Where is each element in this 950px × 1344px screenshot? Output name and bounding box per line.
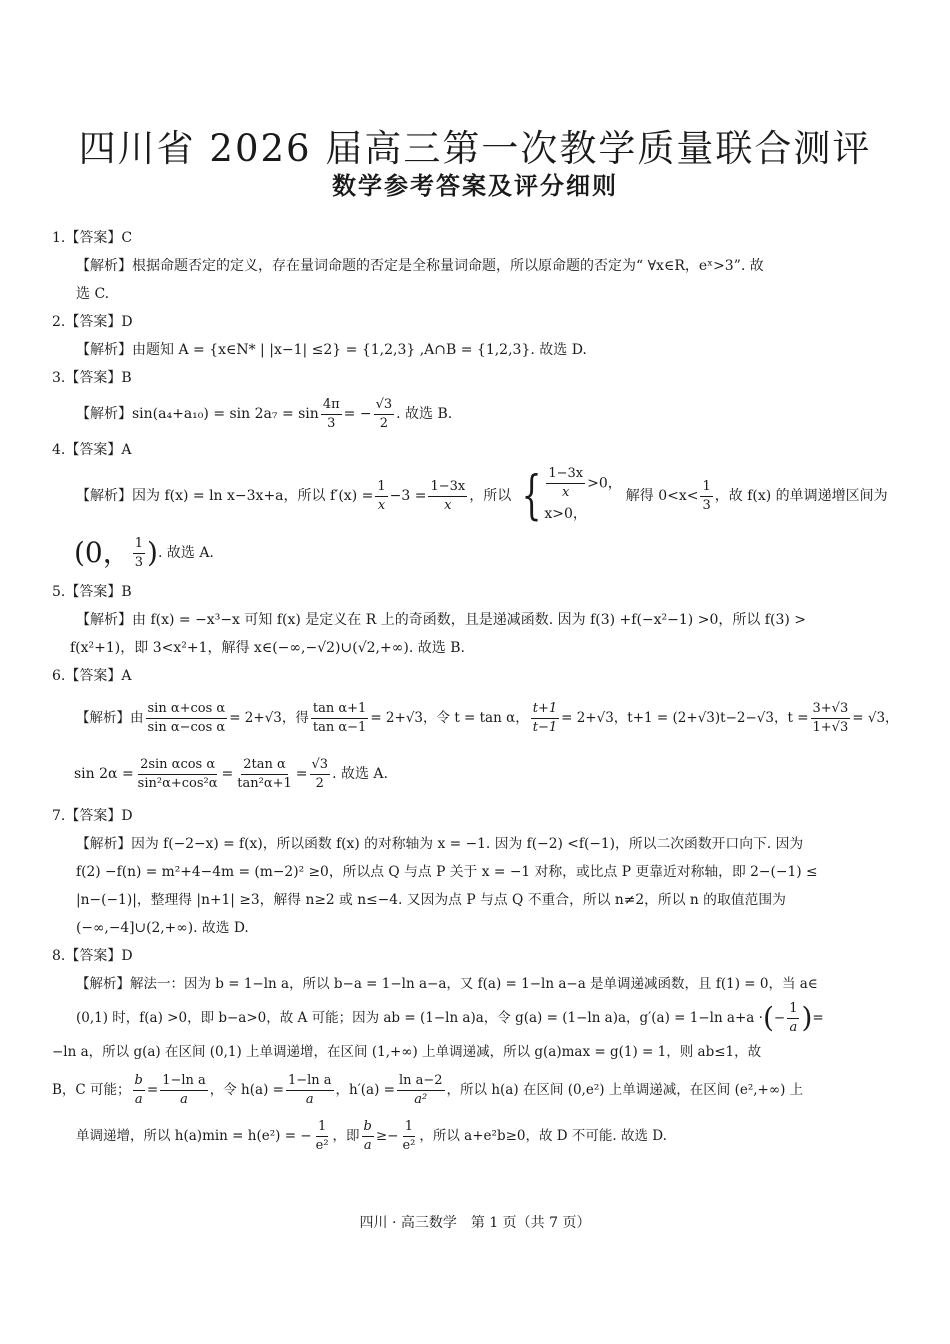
q8-den-4: a <box>305 1091 314 1107</box>
q4-text-b: −3 = <box>389 488 427 504</box>
q4-den-3: 3 <box>702 497 711 513</box>
q8-den-3: a <box>180 1091 188 1107</box>
q8-fraction-2 <box>133 1073 145 1108</box>
question-2 <box>52 308 907 364</box>
q8-line-4-text-e: ，h′(a) = <box>335 1082 395 1098</box>
q6-text-c: = 2+√3，令 t = tan α， <box>370 710 529 726</box>
q8-num-2: b <box>133 1073 145 1091</box>
q7-analysis <box>52 830 907 942</box>
q8-den-2: a <box>134 1091 143 1107</box>
q4-system-num: 1−3x <box>546 466 585 484</box>
q5-analysis <box>52 606 907 662</box>
q8-line-2 <box>76 998 907 1038</box>
answers-content <box>52 224 907 1160</box>
q8-line-2-text: (0,1) 时，f(a) >0，即 b−a>0，故 A 可能；因为 ab = (1−ln a)a，令 g(a) = (1−ln a)a，g′(a) = 1−ln a+a · <box>76 1010 763 1026</box>
q8-line-5-text-c: ≥− <box>375 1128 399 1144</box>
q4-num-3: 1 <box>700 479 712 497</box>
q8-line-5 <box>76 1112 907 1160</box>
q6-fraction-5 <box>136 757 220 792</box>
q5-line-2: f(x²+1)，即 3<x²+1，解得 x∈(−∞,−√2)∪(√2,+∞). 故选 B. <box>70 640 465 656</box>
q3-num-2: √3 <box>374 397 395 415</box>
q6-text-e: = 2+√3，t+1 = (2+√3)t−2−√3，t = <box>561 710 809 726</box>
q4-num-4: 1 <box>133 536 145 554</box>
q8-fraction-1 <box>787 1001 799 1036</box>
question-8 <box>52 942 907 1160</box>
q4-interval-close: ) <box>147 536 158 569</box>
q4-system-den: x <box>562 484 570 500</box>
q8-den-6: e² <box>315 1137 329 1153</box>
q2-analysis <box>52 336 907 364</box>
q3-fraction-1 <box>321 397 342 432</box>
q4-system-fraction <box>546 466 585 501</box>
q8-paren-open: ( <box>762 1001 774 1034</box>
q8-line-2-eq: = <box>812 1010 824 1026</box>
q3-den-2: 2 <box>379 415 388 431</box>
question-5 <box>52 578 907 662</box>
q6-num-3: t+1 <box>531 701 559 719</box>
q7-answer: 7.【答案】D <box>52 808 133 824</box>
q4-answer: 4.【答案】A <box>52 442 132 458</box>
q6-den-3: t−1 <box>532 719 558 735</box>
q4-text-a: 【解析】因为 f(x) = ln x−3x+a，所以 f′(x) = <box>76 488 374 504</box>
q6-fraction-3 <box>531 701 559 736</box>
q6-den-6: tan²α+1 <box>237 775 292 791</box>
q6-text-h: = <box>221 766 234 782</box>
q7-line-4: (−∞,−4]∪(2,+∞). 故选 D. <box>76 920 249 936</box>
q8-line-4 <box>52 1068 907 1112</box>
q6-num-2: tan α+1 <box>311 701 368 719</box>
q1-analysis <box>52 252 907 308</box>
q8-num-8: 1 <box>403 1119 415 1137</box>
q4-den-4: 3 <box>134 554 144 570</box>
q8-paren-close: ) <box>801 1001 813 1034</box>
q6-fraction-4 <box>811 701 851 736</box>
q3-num-1: 4π <box>321 397 342 415</box>
q6-fraction-1 <box>146 701 228 736</box>
q4-analysis-line-2 <box>52 528 907 578</box>
q6-num-6: 2tan α <box>241 757 288 775</box>
q8-line-4-text-c: ，令 h(a) = <box>209 1082 284 1098</box>
q8-line-5-text-a: 单调递增，所以 h(a)min = h(e²) = − <box>76 1128 312 1144</box>
q6-text-k: = <box>295 766 308 782</box>
q5-answer: 5.【答案】B <box>52 584 132 600</box>
q8-line-4-text-f: ，所以 h(a) 在区间 (0,e²) 上单调递减，在区间 (e²,+∞) 上 <box>446 1082 804 1098</box>
q3-text-a: 【解析】sin(a₄+a₁₀) = sin 2a₇ = sin <box>76 406 319 422</box>
q8-fraction-8 <box>400 1119 417 1154</box>
q4-text-f: ，故 f(x) 的单调递增区间为 <box>714 488 888 504</box>
q4-text-e: 解得 0<x< <box>625 488 699 504</box>
q8-fraction-5 <box>397 1073 445 1108</box>
q1-line-2: 选 C. <box>76 286 110 302</box>
q8-line-4-text-a: B，C 可能； <box>52 1082 131 1098</box>
q6-den-7: 2 <box>315 775 324 791</box>
q8-answer: 8.【答案】D <box>52 948 133 964</box>
question-7 <box>52 802 907 942</box>
question-3 <box>52 364 907 436</box>
q5-line-1: 【解析】由 f(x) = −x³−x 可知 f(x) 是定义在 R 上的奇函数，且是递减函数. 因为 f(3) +f(−x²−1) >0，所以 f(3) > <box>76 612 806 628</box>
q8-den-1: a <box>789 1019 798 1035</box>
q4-text-c: ，所以 <box>469 488 512 504</box>
q6-fraction-2 <box>311 701 368 736</box>
q2-answer: 2.【答案】D <box>52 314 133 330</box>
q4-system-row-1 <box>544 466 621 501</box>
q8-den-5: a² <box>414 1091 428 1107</box>
q6-text-a: 【解析】由 <box>76 710 144 726</box>
q6-fraction-6 <box>235 757 294 792</box>
q6-den-4: 1+√3 <box>812 719 849 735</box>
q4-num-2: 1−3x <box>428 479 467 497</box>
q4-interval-open: (0， <box>74 536 131 569</box>
q3-den-1: 3 <box>327 415 336 431</box>
q4-den-2: x <box>444 497 452 513</box>
q6-num-7: √3 <box>310 757 331 775</box>
q6-den-5: sin²α+cos²α <box>137 775 218 791</box>
q8-num-3: 1−ln a <box>160 1073 208 1091</box>
question-1 <box>52 224 907 308</box>
q8-num-5: ln a−2 <box>397 1073 445 1091</box>
q3-text-b: = − <box>343 406 372 422</box>
q6-analysis-line-1 <box>52 690 907 746</box>
q6-num-4: 3+√3 <box>811 701 851 719</box>
q4-text-h: . 故选 A. <box>157 545 214 561</box>
q4-fraction-4 <box>133 536 145 571</box>
q6-den-1: sin α−cos α <box>147 719 226 735</box>
q6-den-2: tan α−1 <box>312 719 367 735</box>
q6-text-g: sin 2α = <box>74 766 134 782</box>
question-4 <box>52 436 907 578</box>
q4-den-1: x <box>377 497 386 513</box>
q6-analysis-line-2 <box>52 746 907 802</box>
q8-num-6: 1 <box>316 1119 328 1137</box>
q8-fraction-7 <box>362 1119 374 1154</box>
q6-fraction-7 <box>310 757 331 792</box>
q6-text-b: = 2+√3，得 <box>229 710 309 726</box>
q8-fraction-3 <box>160 1073 208 1108</box>
q6-text-m: . 故选 A. <box>332 766 388 782</box>
q7-line-3: |n−(−1)|，整理得 |n+1| ≥3，解得 n≥2 或 n≤−4. 又因为点 P 与点 Q 不重合，所以 n≠2，所以 n 的取值范围为 <box>76 892 786 908</box>
q4-num-1: 1 <box>375 479 387 497</box>
q8-num-1: 1 <box>787 1001 799 1019</box>
q4-inequality-system <box>515 466 622 527</box>
q8-line-5-text-b: ，即 <box>332 1128 360 1144</box>
q6-text-f: = √3， <box>852 710 899 726</box>
left-brace-icon: { <box>521 466 542 526</box>
q8-den-8: e² <box>402 1137 416 1153</box>
q4-system-rel: >0， <box>587 475 622 491</box>
q6-num-1: sin α+cos α <box>146 701 228 719</box>
q8-line-3: −ln a，所以 g(a) 在区间 (0,1) 上单调递增，在区间 (1,+∞) 上单调递减，所以 g(a)max = g(1) = 1，则 ab≤1，故 <box>52 1044 762 1060</box>
q1-line-1: 【解析】根据命题否定的定义，存在量词命题的否定是全称量词命题，所以原命题的否定为“ ∀x∈R，eˣ>3”. 故 <box>76 258 764 274</box>
q6-num-5: 2sin αcos α <box>138 757 217 775</box>
q8-line-1: 【解析】解法一：因为 b = 1−ln a，所以 b−a = 1−ln a−a，又 f(a) = 1−ln a−a 是单调递减函数，且 f(1) = 0，当 a∈ <box>76 976 818 992</box>
q7-line-1: 【解析】因为 f(−2−x) = f(x)，所以函数 f(x) 的对称轴为 x = −1. 因为 f(−2) <f(−1)，所以二次函数开口向下. 因为 <box>76 836 804 852</box>
q1-answer: 1.【答案】C <box>52 230 133 246</box>
q4-analysis-line-1 <box>52 464 907 528</box>
q3-fraction-2 <box>374 397 395 432</box>
q8-num-4: 1−ln a <box>286 1073 334 1091</box>
q4-fraction-2 <box>428 479 467 514</box>
q4-fraction-1 <box>375 479 387 514</box>
q8-minus: − <box>773 1010 786 1026</box>
page-footer: 四川 · 高三数学 第 1 页（共 7 页） <box>359 1215 591 1231</box>
q8-num-7: b <box>362 1119 374 1137</box>
q6-answer: 6.【答案】A <box>52 668 132 684</box>
q3-text-c: . 故选 B. <box>396 406 453 422</box>
q2-line-1: 【解析】由题知 A = {x∈N* | |x−1| ≤2} = {1,2,3} ,A∩B = {1,2,3}. 故选 D. <box>76 342 587 358</box>
q8-fraction-6 <box>314 1119 331 1154</box>
q4-system-row-2: x>0， <box>544 505 587 522</box>
page-title: 四川省 2026 届高三第一次教学质量联合测评 <box>78 127 872 170</box>
q3-analysis <box>52 392 907 436</box>
page-subtitle: 数学参考答案及评分细则 <box>332 172 618 200</box>
q3-answer: 3.【答案】B <box>52 370 132 386</box>
q8-fraction-4 <box>286 1073 334 1108</box>
q4-system-rows <box>544 466 621 527</box>
q8-line-5-text-e: ，所以 a+e²b≥0，故 D 不可能. 故选 D. <box>419 1128 667 1144</box>
q4-fraction-3 <box>700 479 712 514</box>
q8-line-4-eq: = <box>146 1082 159 1098</box>
q8-den-7: a <box>363 1137 372 1153</box>
q7-line-2: f(2) −f(n) = m²+4−4m = (m−2)² ≥0，所以点 Q 与点 P 关于 x = −1 对称，或比点 P 更靠近对称轴，即 2−(−1) ≤ <box>76 864 818 880</box>
question-6 <box>52 662 907 802</box>
q8-analysis <box>52 970 907 1160</box>
